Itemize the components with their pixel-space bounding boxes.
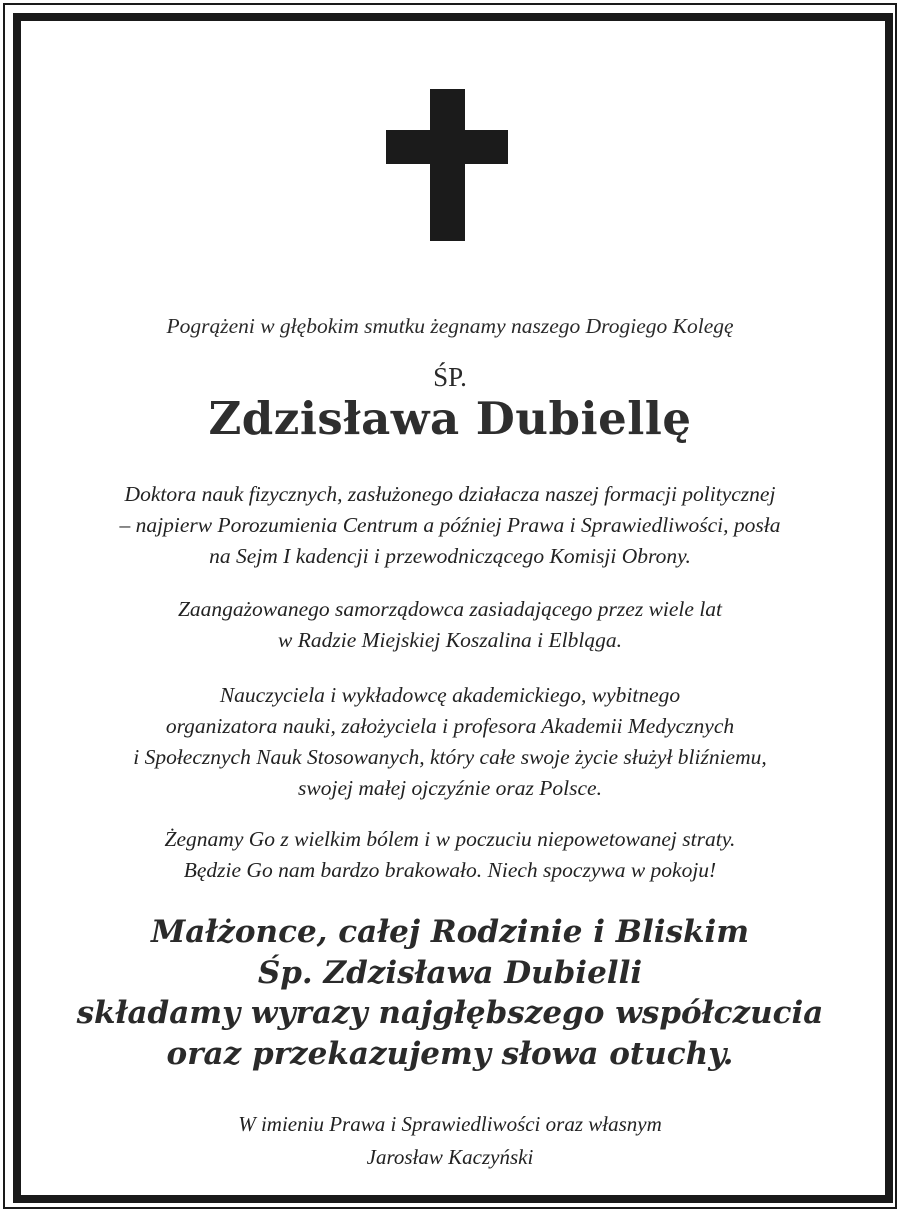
condolence-line: oraz przekazujemy słowa otuchy. (166, 1035, 734, 1072)
paragraph-line: organizatora nauki, założyciela i profesora Akademii Medycznych (165, 714, 735, 738)
condolence-line: składamy wyrazy najgłębszego współczucia (76, 995, 824, 1031)
biography-paragraph (0, 479, 900, 572)
paragraph-line: swojej małej ojczyźnie oraz Polsce. (298, 776, 602, 800)
cross-horizontal-bar (386, 130, 508, 164)
paragraph-line: Doktora nauk fizycznych, zasłużonego działacza naszej formacji politycznej (124, 482, 776, 506)
condolence-line: Małżonce, całej Rodzinie i Bliskim (150, 914, 750, 950)
paragraph-line: Będzie Go nam bardzo brakowało. Niech spoczywa w pokoju! (183, 858, 717, 882)
deceased-name: Zdzisława Dubiellę (208, 392, 692, 445)
farewell-paragraph (0, 824, 900, 886)
paragraph-line: i Społecznych Nauk Stosowanych, który całe swoje życie służył bliźniemu, (133, 745, 767, 769)
on-behalf-line: W imieniu Prawa i Sprawiedliwości oraz własnym (238, 1112, 662, 1136)
signature-block (0, 1108, 900, 1174)
intro-text: Pogrążeni w głębokim smutku żegnamy naszego Drogiego Kolegę (166, 314, 734, 338)
paragraph-line: Żegnamy Go z wielkim bólem i w poczuciu niepowetowanej straty. (164, 827, 736, 851)
academic-paragraph (0, 680, 900, 804)
local-government-paragraph (0, 594, 900, 656)
paragraph-line: – najpierw Porozumienia Centrum a później Prawa i Sprawiedliwości, posła (119, 513, 781, 537)
paragraph-line: Zaangażowanego samorządowca zasiadającego przez wiele lat (177, 597, 723, 621)
paragraph-line: na Sejm I kadencji i przewodniczącego Komisji Obrony. (209, 544, 691, 568)
signer-name: Jarosław Kaczyński (366, 1145, 534, 1169)
condolence-message (0, 912, 900, 1074)
honorific: ŚP. (433, 362, 467, 392)
paragraph-line: Nauczyciela i wykładowcę akademickiego, wybitnego (219, 683, 681, 707)
condolence-line: Śp. Zdzisława Dubielli (257, 954, 643, 991)
paragraph-line: w Radzie Miejskiej Koszalina i Elbląga. (278, 628, 622, 652)
cross-vertical-bar (430, 89, 465, 241)
